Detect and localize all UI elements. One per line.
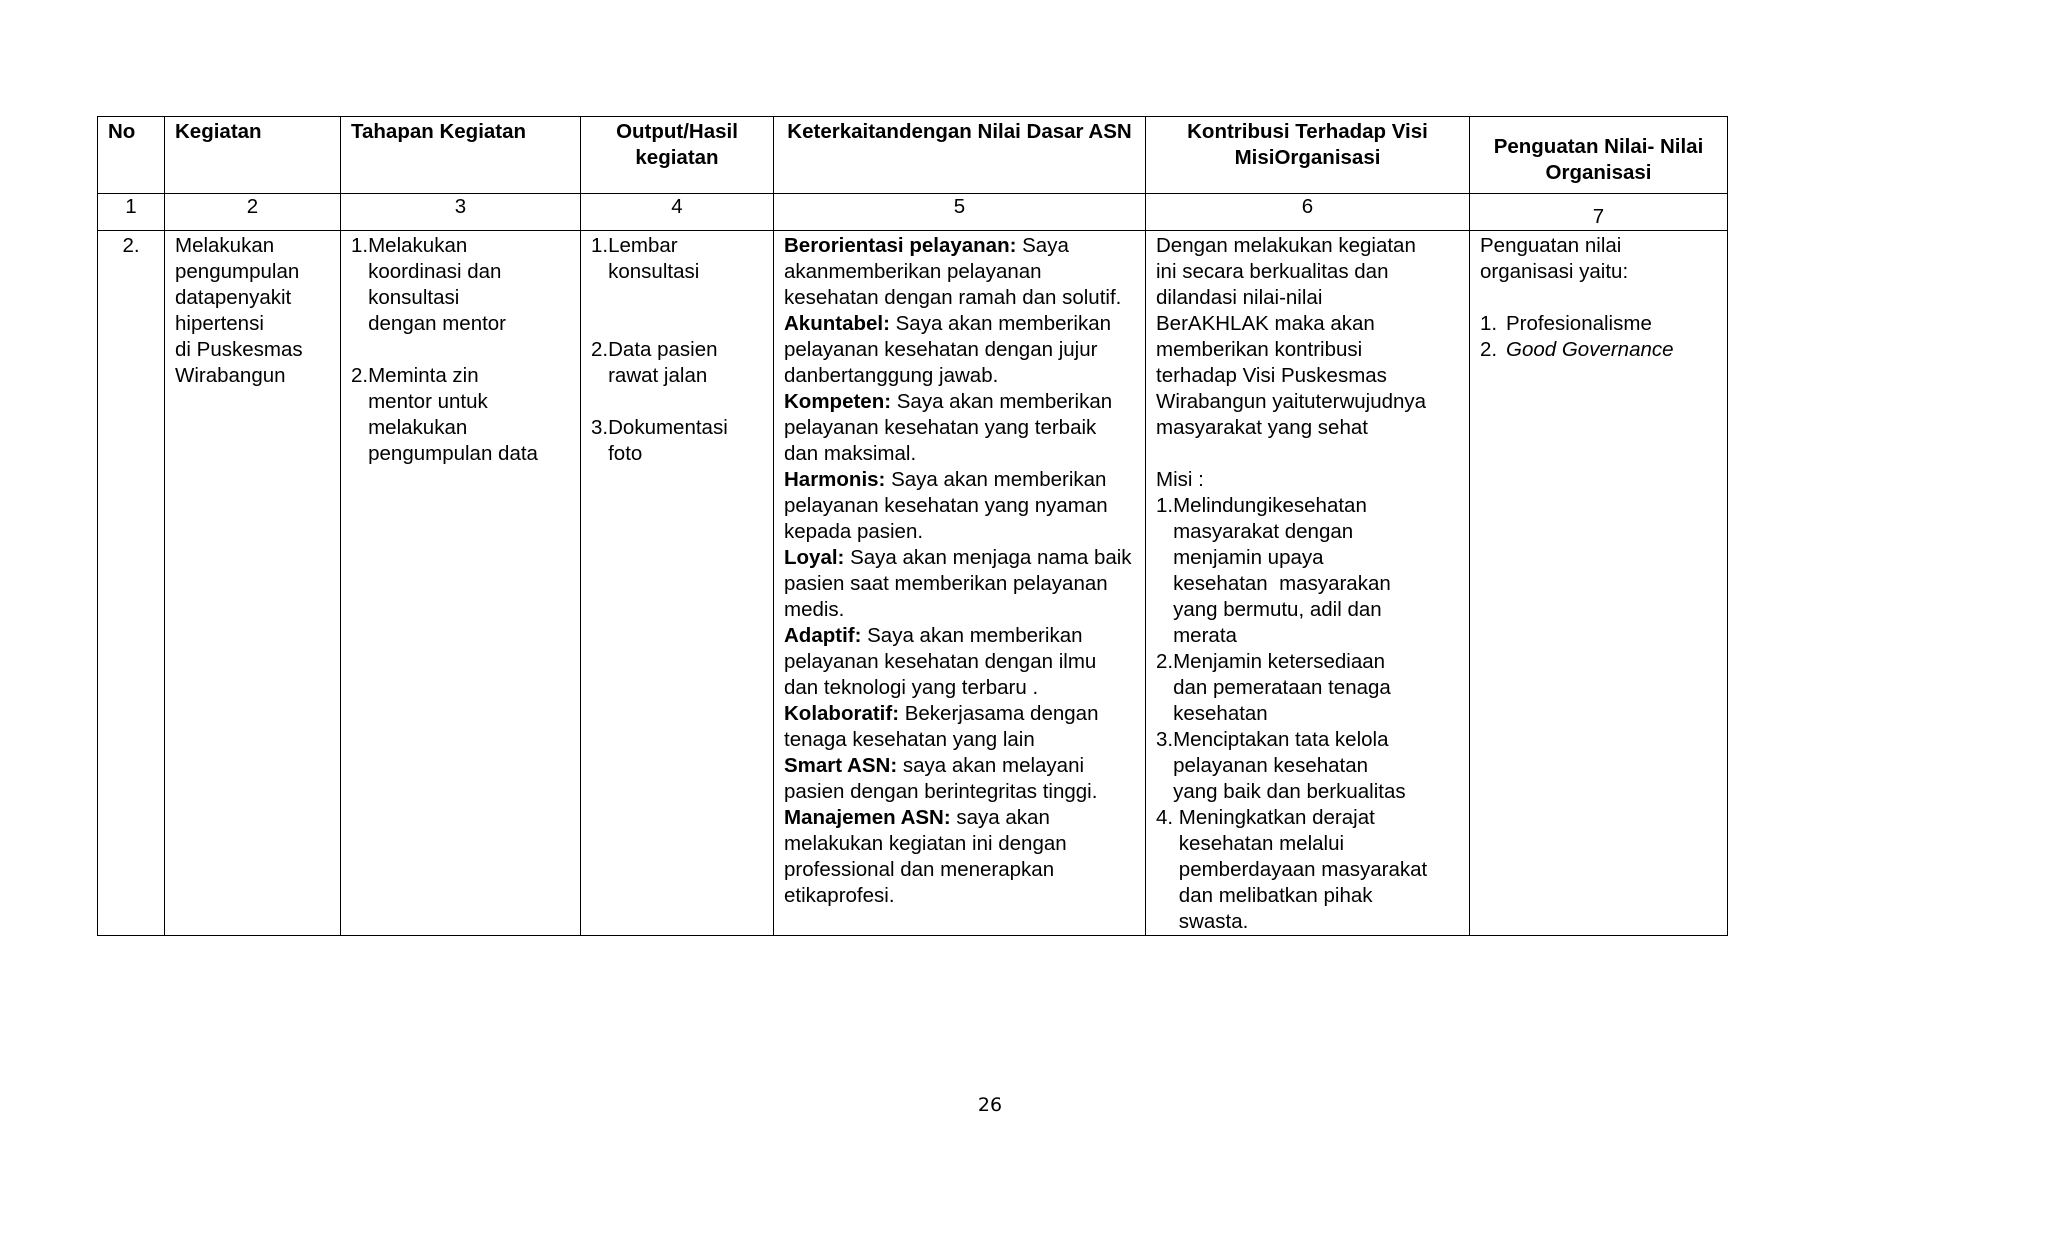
step-marker: 2. [351,364,369,387]
penguatan-text: Good Governance [1506,338,1674,361]
misi-marker: 4. [1156,806,1179,829]
kegiatan-line: Wirabangun [175,364,286,387]
misi-line: dan pemerataan tenaga [1173,676,1391,699]
misi-item [1156,493,1459,649]
table-row [98,231,1728,936]
nilai-label: Harmonis: [784,468,886,491]
nilai-text: saya akan melakukan kegiatan ini dengan professional dan menerapkan etikaprofesi. [784,806,1067,907]
kontribusi-line: BerAKHLAK maka akan [1156,312,1375,335]
column-number-row [98,194,1728,231]
step-line: Melakukan [368,234,468,257]
nilai-text: Bekerjasama dengan tenaga kesehatan yang lain [784,702,1099,751]
nilai-text: Saya akan memberikan pelayanan kesehatan dengan jujur danbertanggung jawab. [784,312,1111,387]
penguatan-line: organisasi yaitu: [1480,260,1629,283]
nilai-text: Saya akan memberikan pelayanan kesehatan dengan ilmu dan teknologi yang terbaru . [784,624,1097,699]
misi-line: kesehatan melalui [1178,832,1345,855]
nilai-text: saya akan melayani pasien dengan berintegritas tinggi. [784,754,1098,803]
misi-item [1156,805,1459,935]
misi-line: dan melibatkan pihak [1178,884,1373,907]
nilai-dasar-item [784,701,1135,753]
penguatan-cell [1470,231,1728,936]
misi-marker: 3. [1156,728,1174,751]
output-line: Lembar [608,234,678,257]
nilai-dasar-item [784,311,1135,389]
nilai-label: Kompeten: [784,390,892,413]
kontribusi-line: dilandasi nilai-nilai [1156,286,1323,309]
output-line: Dokumentasi [608,416,728,439]
misi-line: Meningkatkan derajat [1178,806,1375,829]
misi-line: yang bermutu, adil dan [1173,598,1382,621]
column-number: 3 [341,194,581,231]
kontribusi-line: ini secara berkualitas dan [1156,260,1389,283]
header-output: Output/Hasil kegiatan [581,117,774,194]
column-number: 7 [1470,194,1728,231]
penguatan-text: Profesionalisme [1506,312,1652,335]
output-marker: 2. [591,338,609,361]
output-item [591,233,763,285]
misi-line: masyarakat dengan [1173,520,1354,543]
kegiatan-cell [165,231,341,936]
kontribusi-cell [1146,231,1470,936]
output-cell [581,231,774,936]
header-row [98,117,1728,194]
header-nilai-dasar: Keterkaitandengan Nilai Dasar ASN [774,117,1146,194]
output-marker: 3. [591,416,609,439]
nilai-dasar-cell [774,231,1146,936]
header-tahapan: Tahapan Kegiatan [341,117,581,194]
nilai-text: Saya akan menjaga nama baik pasien saat memberikan pelayanan medis. [784,546,1132,621]
nilai-label: Adaptif: [784,624,862,647]
kegiatan-line: datapenyakit [175,286,292,309]
row-number: 2. [98,231,165,936]
misi-label: Misi : [1156,468,1204,491]
penguatan-marker: 1. [1480,312,1498,335]
penguatan-marker: 2. [1480,338,1498,361]
kontribusi-line: memberikan kontribusi [1156,338,1363,361]
header-kegiatan: Kegiatan [165,117,341,194]
nilai-dasar-item [784,753,1135,805]
misi-line: Menciptakan tata kelola [1173,728,1389,751]
header-penguatan: Penguatan Nilai- Nilai Organisasi [1470,117,1728,194]
misi-line: Melindungikesehatan [1173,494,1367,517]
tahapan-step [351,363,570,467]
misi-marker: 2. [1156,650,1174,673]
nilai-text: Saya akanmemberikan pelayanan kesehatan dengan ramah dan solutif. [784,234,1122,309]
nilai-dasar-item [784,467,1135,545]
penguatan-line: Penguatan nilai [1480,234,1622,257]
kegiatan-line: di Puskesmas [175,338,303,361]
misi-item [1156,727,1459,805]
misi-line: swasta. [1178,910,1249,933]
output-line: Data pasien [608,338,718,361]
output-item [591,337,763,389]
column-number: 2 [165,194,341,231]
step-line: mentor untuk [368,390,488,413]
column-number: 4 [581,194,774,231]
step-line: konsultasi [368,286,460,309]
misi-line: menjamin upaya [1173,546,1324,569]
output-item [591,415,763,467]
nilai-label: Loyal: [784,546,845,569]
tahapan-cell [341,231,581,936]
column-number: 6 [1146,194,1470,231]
nilai-label: Kolaboratif: [784,702,900,725]
output-marker: 1. [591,234,609,257]
step-line: pengumpulan data [368,442,538,465]
kontribusi-line: masyarakat yang sehat [1156,416,1368,439]
nilai-dasar-item [784,233,1135,311]
nilai-label: Manajemen ASN: [784,806,951,829]
output-line: konsultasi [608,260,700,283]
tahapan-step [351,233,570,337]
nilai-dasar-item [784,389,1135,467]
header-kontribusi: Kontribusi Terhadap Visi MisiOrganisasi [1146,117,1470,194]
misi-marker: 1. [1156,494,1174,517]
penguatan-item [1480,311,1717,337]
kontribusi-line: Wirabangun yaituterwujudnya [1156,390,1427,413]
activity-table [97,116,1728,936]
nilai-dasar-item [784,805,1135,909]
step-line: koordinasi dan [368,260,502,283]
nilai-label: Smart ASN: [784,754,898,777]
step-line: Meminta zin [368,364,479,387]
misi-item [1156,649,1459,727]
kegiatan-line: hipertensi [175,312,264,335]
misi-line: kesehatan [1173,702,1268,725]
kegiatan-line: pengumpulan [175,260,300,283]
nilai-text: Saya akan memberikan pelayanan kesehatan yang terbaik dan maksimal. [784,390,1113,465]
misi-line: pelayanan kesehatan [1173,754,1369,777]
kontribusi-line: terhadap Visi Puskesmas [1156,364,1387,387]
kontribusi-line: Dengan melakukan kegiatan [1156,234,1416,257]
nilai-dasar-item [784,623,1135,701]
nilai-label: Akuntabel: [784,312,890,335]
nilai-text: Saya akan memberikan pelayanan kesehatan yang nyaman kepada pasien. [784,468,1108,543]
page-number: 26 [977,1094,1003,1116]
step-line: melakukan [368,416,468,439]
output-line: rawat jalan [608,364,708,387]
column-number: 1 [98,194,165,231]
nilai-dasar-item [784,545,1135,623]
misi-line: yang baik dan berkualitas [1173,780,1406,803]
misi-line: Menjamin ketersediaan [1173,650,1386,673]
misi-line: pemberdayaan masyarakat [1178,858,1428,881]
column-number: 5 [774,194,1146,231]
step-line: dengan mentor [368,312,507,335]
misi-line: merata [1173,624,1237,647]
step-marker: 1. [351,234,369,257]
misi-line: kesehatan masyarakan [1173,572,1391,595]
penguatan-item [1480,337,1717,363]
kegiatan-line: Melakukan [175,234,275,257]
header-no: No [98,117,165,194]
output-line: foto [608,442,643,465]
nilai-label: Berorientasi pelayanan: [784,234,1017,257]
